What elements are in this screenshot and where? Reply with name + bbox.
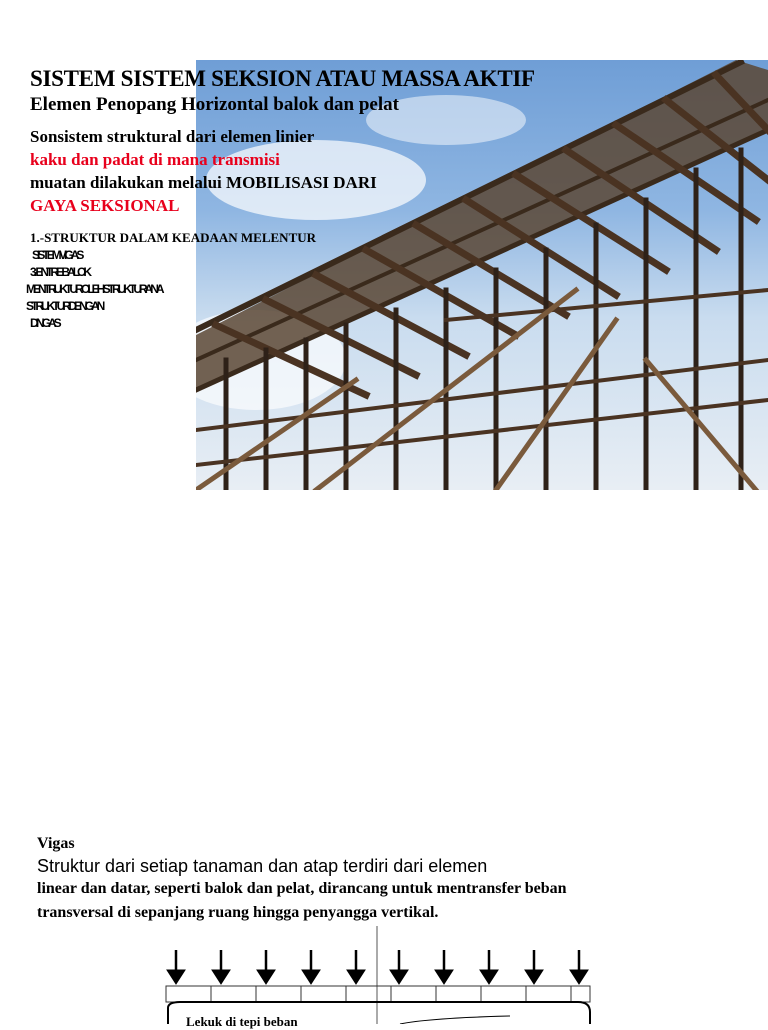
compressed-text-2: 3.- ENTRE BALOK [30, 265, 90, 279]
beam-load-diagram [150, 926, 630, 1024]
compressed-text-1: SISTEM VIGAS [32, 248, 82, 262]
body-line-1: Sonsistem struktural dari elemen linier [30, 127, 315, 146]
construction-photo [196, 60, 768, 490]
compressed-text-3: MENTRUKTUR OLEH STRUKTUR ANA [26, 282, 162, 296]
down-arrow-icon [167, 950, 185, 984]
diagram-label: Lekuk di tepi beban [186, 1014, 298, 1029]
down-arrow-icon [347, 950, 365, 984]
down-arrow-icon [390, 950, 408, 984]
down-arrow-icon [525, 950, 543, 984]
down-arrow-icon [570, 950, 588, 984]
body-line-2-red: kaku dan padat di mana transmisi [30, 150, 280, 169]
compressed-text-4: STRUKTUR DENGAN [26, 299, 103, 313]
body-line-4-red: GAYA SEKSIONAL [30, 196, 180, 215]
section-heading: 1.-STRUKTUR DALAM KEADAAN MELENTUR [30, 230, 317, 245]
slide-subtitle: Elemen Penopang Horizontal balok dan pelat [30, 94, 399, 115]
down-arrow-icon [302, 950, 320, 984]
down-arrow-icon [257, 950, 275, 984]
slide-title: SISTEM SISTEM SEKSION ATAU MASSA AKTIF [30, 66, 535, 91]
vigas-description-2: linear dan datar, seperti balok dan pelat, dirancang untuk mentransfer beban [37, 880, 567, 897]
down-arrow-icon [480, 950, 498, 984]
vigas-description-3: transversal di sepanjang ruang hingga penyangga vertikal. [37, 904, 439, 921]
construction-scaffold-photo [196, 60, 768, 490]
vigas-heading: Vigas [37, 835, 75, 852]
vigas-description-1: Struktur dari setiap tanaman dan atap terdiri dari elemen [37, 856, 488, 876]
compressed-text-5: DINGAS [30, 316, 59, 330]
down-arrow-icon [212, 950, 230, 984]
body-line-3: muatan dilakukan melalui MOBILISASI DARI [30, 173, 377, 192]
down-arrow-icon [435, 950, 453, 984]
